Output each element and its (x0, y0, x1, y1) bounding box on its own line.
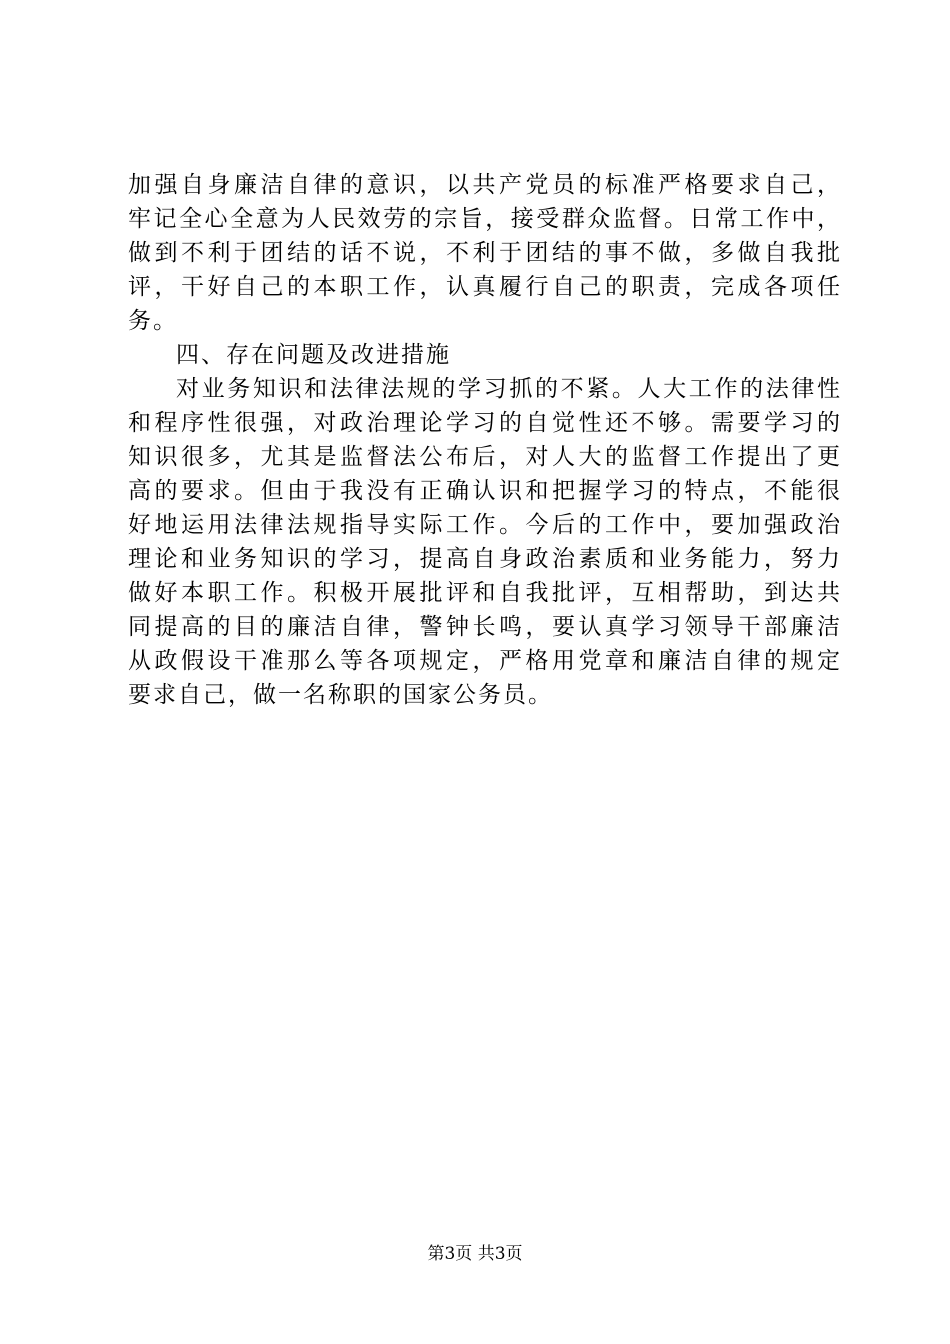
section-heading: 四、存在问题及改进措施 (176, 342, 451, 368)
paragraph-integrity (128, 168, 840, 338)
document-body (128, 168, 840, 712)
text-line: 评，干好自己的本职工作，认真履行自己的职责，完成各项任 (128, 274, 840, 300)
text-line: 理论和业务知识的学习，提高自身政治素质和业务能力，努力 (128, 546, 840, 572)
text-line: 要求自己，做一名称职的国家公务员。 (128, 682, 553, 708)
text-line: 加强自身廉洁自律的意识，以共产党员的标准严格要求自己， (128, 172, 840, 198)
text-line: 从政假设干准那么等各项规定，严格用党章和廉洁自律的规定 (128, 648, 840, 674)
text-line: 做到不利于团结的话不说，不利于团结的事不做，多做自我批 (128, 240, 840, 266)
paragraph-problems-improvements (128, 372, 840, 712)
text-line: 同提高的目的廉洁自律，警钟长鸣，要认真学习领导干部廉洁 (128, 614, 840, 640)
text-line: 高的要求。但由于我没有正确认识和把握学习的特点，不能很 (128, 478, 840, 504)
text-line: 对业务知识和法律法规的学习抓的不紧。人大工作的法律性 (176, 376, 840, 402)
text-line: 好地运用法律法规指导实际工作。今后的工作中，要加强政治 (128, 512, 840, 538)
text-line: 做好本职工作。积极开展批评和自我批评，互相帮助，到达共 (128, 580, 840, 606)
page-number: 第3页 共3页 (427, 1244, 523, 1264)
text-line: 知识很多，尤其是监督法公布后，对人大的监督工作提出了更 (128, 444, 840, 470)
text-line: 和程序性很强，对政治理论学习的自觉性还不够。需要学习的 (128, 410, 840, 436)
text-line: 务。 (128, 308, 178, 334)
text-line: 牢记全心全意为人民效劳的宗旨，接受群众监督。日常工作中， (128, 206, 840, 232)
